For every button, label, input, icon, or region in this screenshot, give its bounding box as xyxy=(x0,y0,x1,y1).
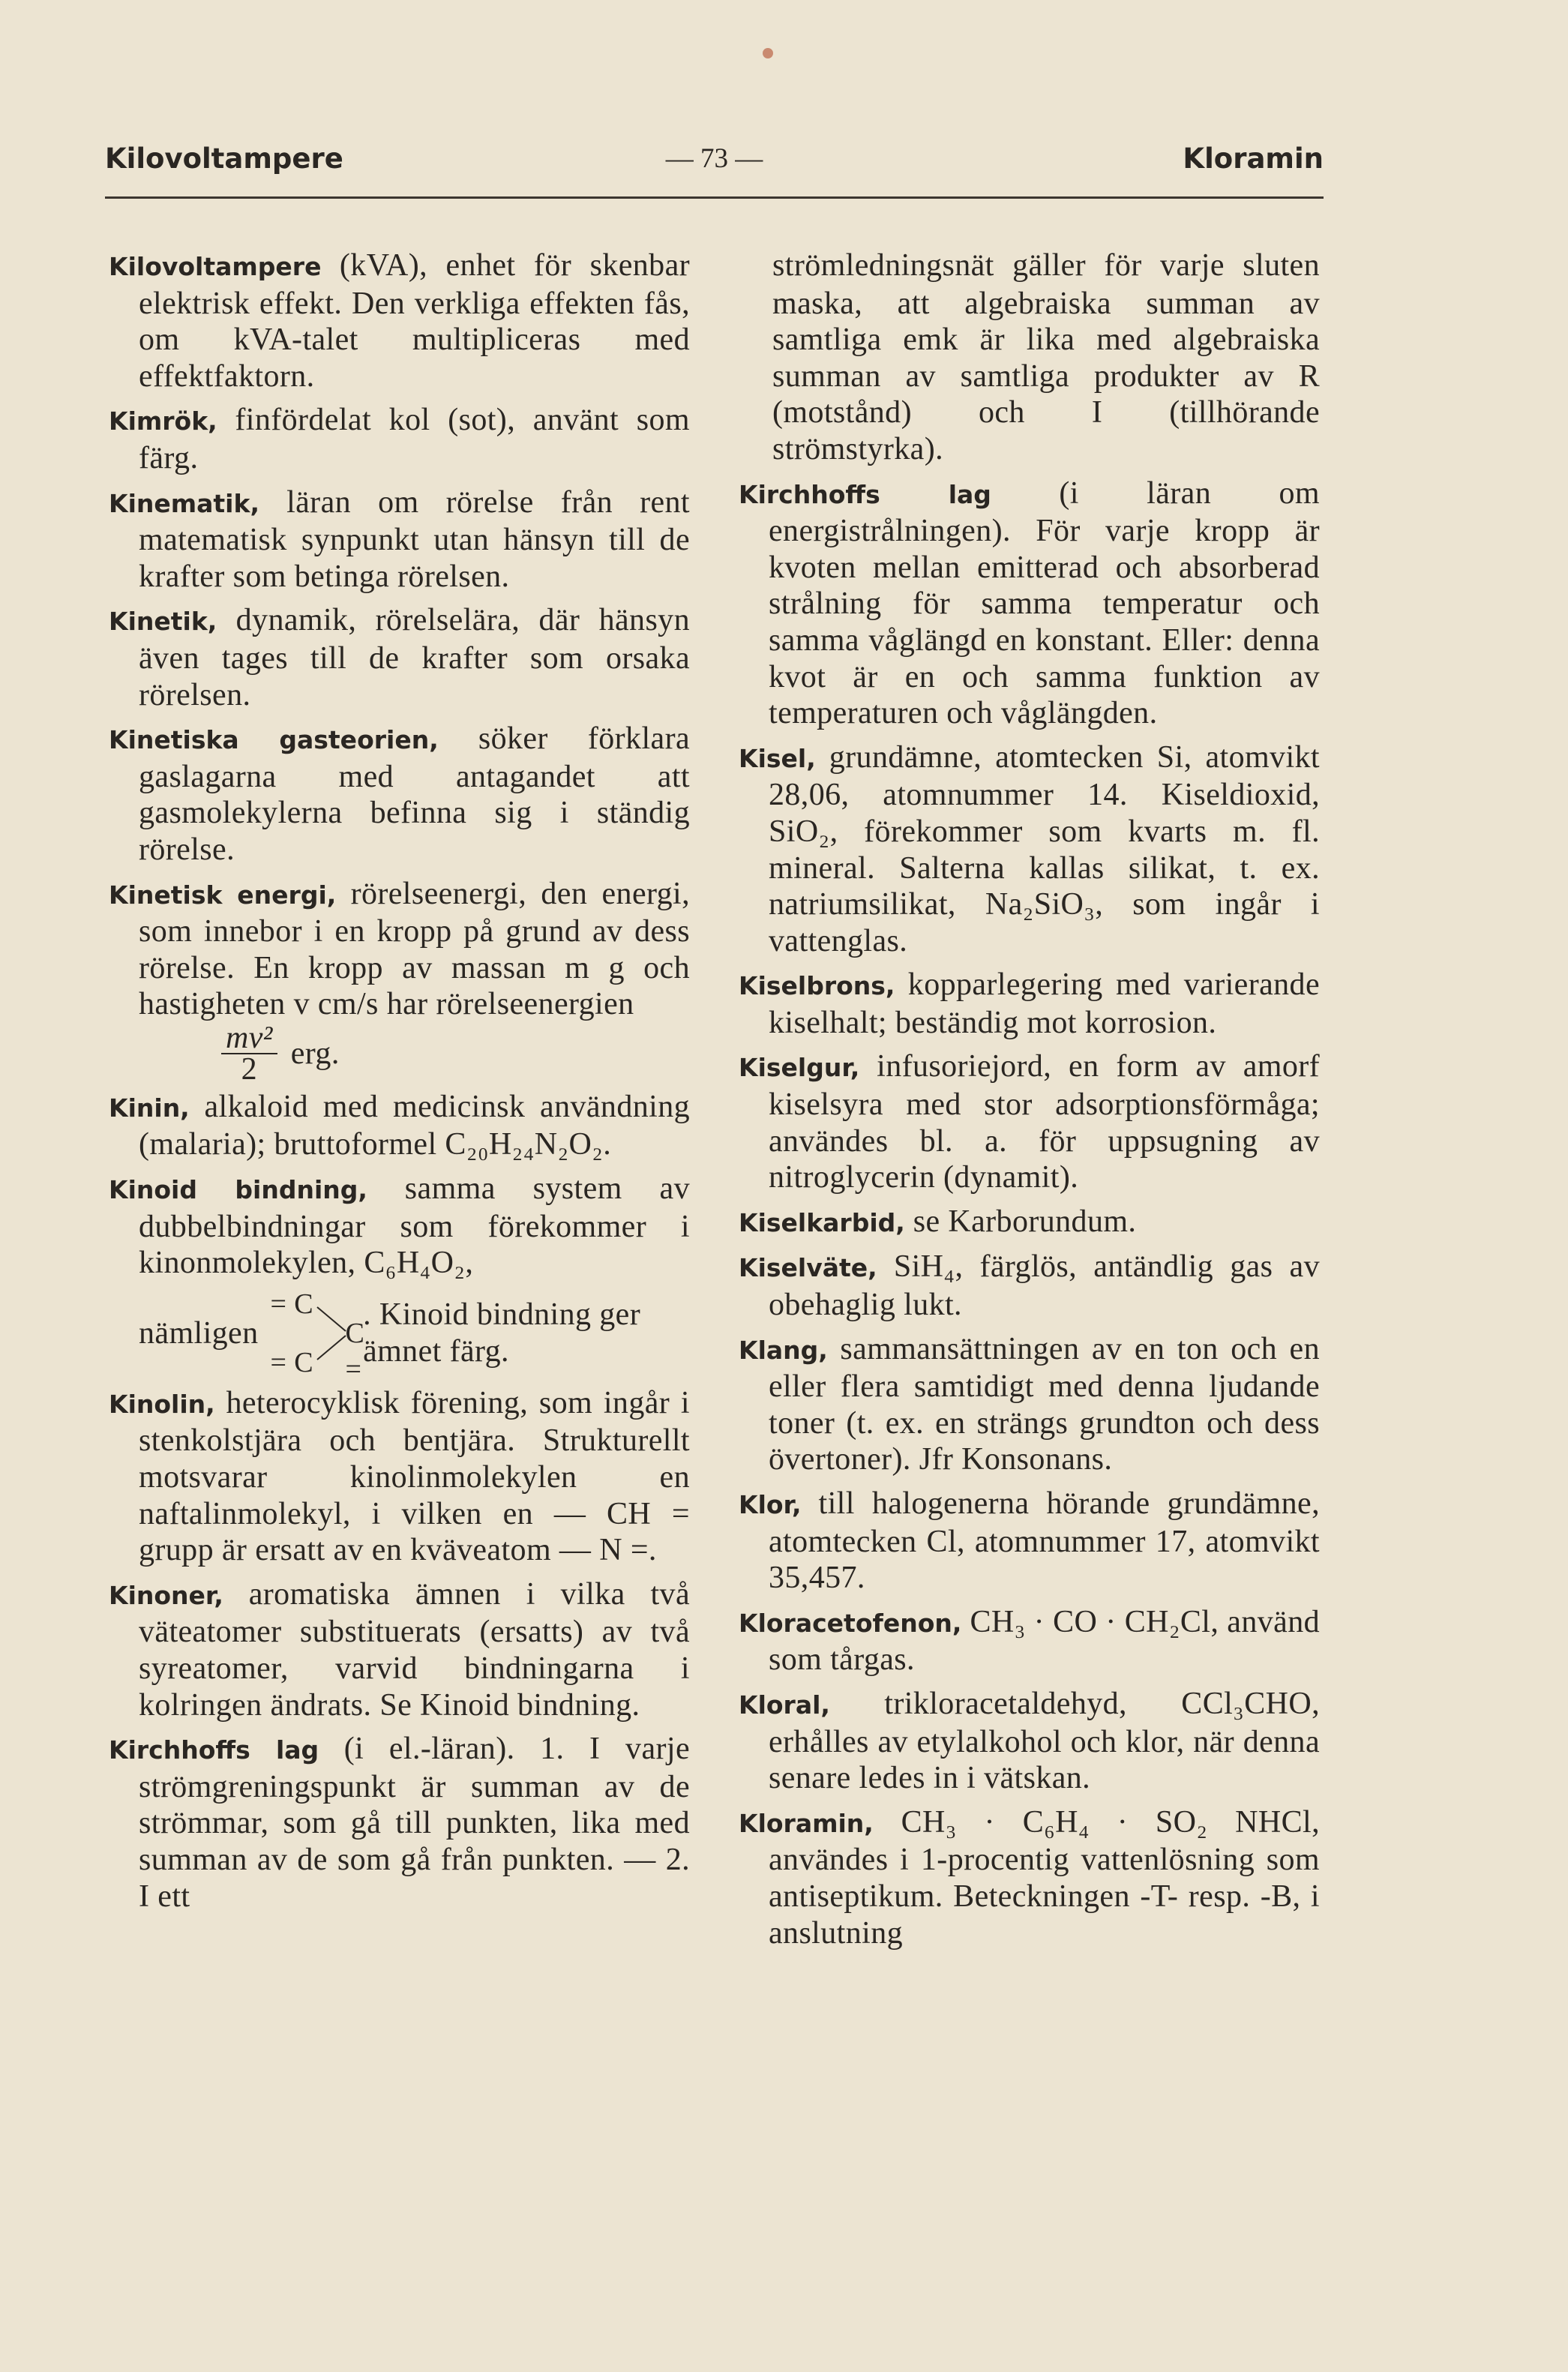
headword: Kiselväte, xyxy=(739,1253,877,1283)
entry xyxy=(109,402,690,476)
header-left-word: Kilovoltampere xyxy=(105,142,343,175)
structure-bond-lines xyxy=(271,1285,383,1382)
entry xyxy=(109,876,690,1023)
headword: Kinetiska gasteorien, xyxy=(109,725,439,755)
fraction-denominator: 2 xyxy=(241,1051,258,1087)
entry xyxy=(739,1486,1320,1597)
headword: Kirchhoffs lag xyxy=(739,479,991,509)
entry xyxy=(739,967,1320,1041)
kinoid-structure xyxy=(109,1285,690,1386)
entry xyxy=(739,1686,1320,1797)
headword: Kirchhoffs lag xyxy=(109,1735,319,1765)
headword: Klor, xyxy=(739,1490,802,1519)
headword: Kloral, xyxy=(739,1690,830,1720)
entry xyxy=(109,1171,690,1282)
entry-text: samma system av dubbelbindningar som förekommer i kinonmolekylen, C₆H₄O₂, xyxy=(139,1171,690,1281)
fraction-numerator: mv² xyxy=(221,1023,277,1054)
entry xyxy=(739,475,1320,732)
entry xyxy=(109,484,690,595)
headword: Kilovoltampere xyxy=(109,252,322,281)
entry-text: infusoriejord, en form av amorf kiselsyra med stor adsorptionsförmåga; användes bl. a. för uppsugning av nitroglycerin (dynamit). xyxy=(769,1049,1320,1195)
entry xyxy=(739,739,1320,960)
right-column xyxy=(739,247,1320,1959)
running-header xyxy=(105,142,1324,187)
entry-text: (kVA), enhet för skenbar elektrisk effekt. Den verkliga effekten fås, om kVA-talet multipliceras med effektfaktorn. xyxy=(139,248,690,394)
entry xyxy=(109,1385,690,1569)
entry-text: CH₃ · C₆H₄ · SO₂ NHCl, användes i 1-procentig vattenlösning som antiseptikum. Beteckningen -T- resp. -B, i anslutning xyxy=(769,1804,1320,1951)
entry xyxy=(739,1249,1320,1323)
headword: Kimrök, xyxy=(109,406,217,436)
entry-text: se Karborundum. xyxy=(904,1204,1137,1239)
entry-text: söker förklara gaslagarna med antagandet att gasmolekylerna befinna sig i ständig rörelse. xyxy=(139,721,690,867)
entry xyxy=(109,247,690,394)
entry xyxy=(109,1089,690,1163)
headword: Kinoid bindning, xyxy=(109,1175,367,1205)
entry xyxy=(739,1804,1320,1951)
formula-unit: erg. xyxy=(290,1036,340,1071)
entry-text: kopparlegering med varierande kiselhalt; beständig mot korrosion. xyxy=(769,967,1320,1040)
left-column xyxy=(109,247,690,1922)
headword: Klang, xyxy=(739,1335,828,1365)
structure-center-group: C = xyxy=(345,1317,365,1386)
headword: Kinematik, xyxy=(109,488,259,518)
headword: Kloramin, xyxy=(739,1808,874,1838)
headword: Kiselkarbid, xyxy=(739,1207,905,1237)
structure-top-group: = C xyxy=(270,1288,313,1320)
page-number: — 73 — xyxy=(665,143,763,174)
header-right-word: Kloramin xyxy=(1183,142,1324,175)
entry-text: rörelseenergi, den energi, som innebor i en kropp på grund av dess rörelse. En kropp av massan m g och hastigheten v cm/s har rörelseenergien xyxy=(139,876,690,1022)
headword: Kloracetofenon, xyxy=(739,1608,962,1638)
entry xyxy=(109,721,690,868)
entry-text: (i läran om energistrålningen). För varje kropp är kvoten mellan emitterad och absorberad strålning för samma temperatur och samma våglängd en konstant. Eller: denna kvot är en och samma funktion av temperaturen och våglängden. xyxy=(769,475,1320,731)
entry xyxy=(109,1576,690,1723)
entry-text: (i el.-läran). 1. I varje strömgreningspunkt är summan av de strömmar, som gå till punkten, lika med summan av de som gå från punkten. — 2. I ett xyxy=(139,1732,690,1914)
headword: Kinetisk energi, xyxy=(109,880,337,910)
entry-text: trikloracetaldehyd, CCl₃CHO, erhålles av etylalkohol och klor, när denna senare ledes in i vätskan. xyxy=(769,1686,1320,1796)
structure-bottom-group: = C xyxy=(270,1346,313,1378)
headword: Kiselgur, xyxy=(739,1053,860,1083)
entry-text: SiH₄, färglös, antändlig gas av obehaglig lukt. xyxy=(769,1249,1320,1323)
entry-text: alkaloid med medicinsk användning (malaria); bruttoformel C₂₀H₂₄N₂O₂. xyxy=(139,1089,690,1162)
entry xyxy=(739,1048,1320,1195)
headword: Kinolin, xyxy=(109,1389,215,1419)
entry xyxy=(739,1604,1320,1678)
headword: Kinoner, xyxy=(109,1580,223,1610)
kinetic-energy-formula xyxy=(109,1020,690,1087)
headword: Kinin, xyxy=(109,1093,190,1123)
entry-text: läran om rörelse från rent matematisk synpunkt utan hänsyn till de krafter som betinga rörelsen. xyxy=(139,484,690,594)
entry-text: heterocyklisk förening, som ingår i stenkolstjära och bentjära. Strukturellt motsvarar kinolinmolekylen en naftalinmolekyl, i vilken en — CH = grupp är ersatt av en kväveatom — N =. xyxy=(139,1385,690,1568)
page-mark-dot xyxy=(763,48,773,58)
entry-text: finfördelat kol (sot), använt som färg. xyxy=(139,403,690,475)
entry-text: dynamik, rörelselära, där hänsyn även tages till de krafter som orsaka rörelsen. xyxy=(139,603,690,712)
headword: Kisel, xyxy=(739,743,816,773)
entry-text: strömledningsnät gäller för varje sluten maska, att algebraiska summan av samtliga emk är lika med algebraiska summan av samtliga produkter av R (motstånd) och I (tillhörande strömstyrka). xyxy=(772,248,1320,466)
entry xyxy=(739,1204,1320,1242)
header-rule xyxy=(105,196,1324,199)
headword: Kiselbrons, xyxy=(739,971,895,1001)
structure-prefix: nämligen xyxy=(139,1315,259,1351)
entry xyxy=(109,1731,690,1915)
fraction xyxy=(221,1020,277,1087)
entry xyxy=(109,602,690,713)
entry-text: till halogenerna hörande grundämne, atomtecken Cl, atomnummer 17, atomvikt 35,457. xyxy=(769,1486,1320,1596)
entry-text: grundämne, atomtecken Si, atomvikt 28,06, atomnummer 14. Kiseldioxid, SiO₂, förekommer som kvarts m. fl. mineral. Salterna kallas silikat, t. ex. natriumsilikat, Na₂SiO₃, som ingår i vattenglas. xyxy=(769,739,1320,958)
entry-text: CH₃ · CO · CH₂Cl, använd som tårgas. xyxy=(769,1604,1320,1678)
entry-text: sammansättningen av en ton och en eller flera samtidigt med denna ljudande toner (t. ex. en strängs grundton och dess övertoner). Jfr Konsonans. xyxy=(769,1331,1320,1477)
structure-suffix: . Kinoid bindning ger ämnet färg. xyxy=(363,1297,641,1369)
structure-diagram xyxy=(270,1285,365,1386)
entry-continuation xyxy=(739,247,1320,468)
entry-text: aromatiska ämnen i vilka två väteatomer substituerats (ersatts) av två syreatomer, varvid bindningarna i kolringen ändrats. Se Kinoid bindning. xyxy=(139,1576,690,1723)
headword: Kinetik, xyxy=(109,607,217,637)
entry xyxy=(739,1331,1320,1478)
